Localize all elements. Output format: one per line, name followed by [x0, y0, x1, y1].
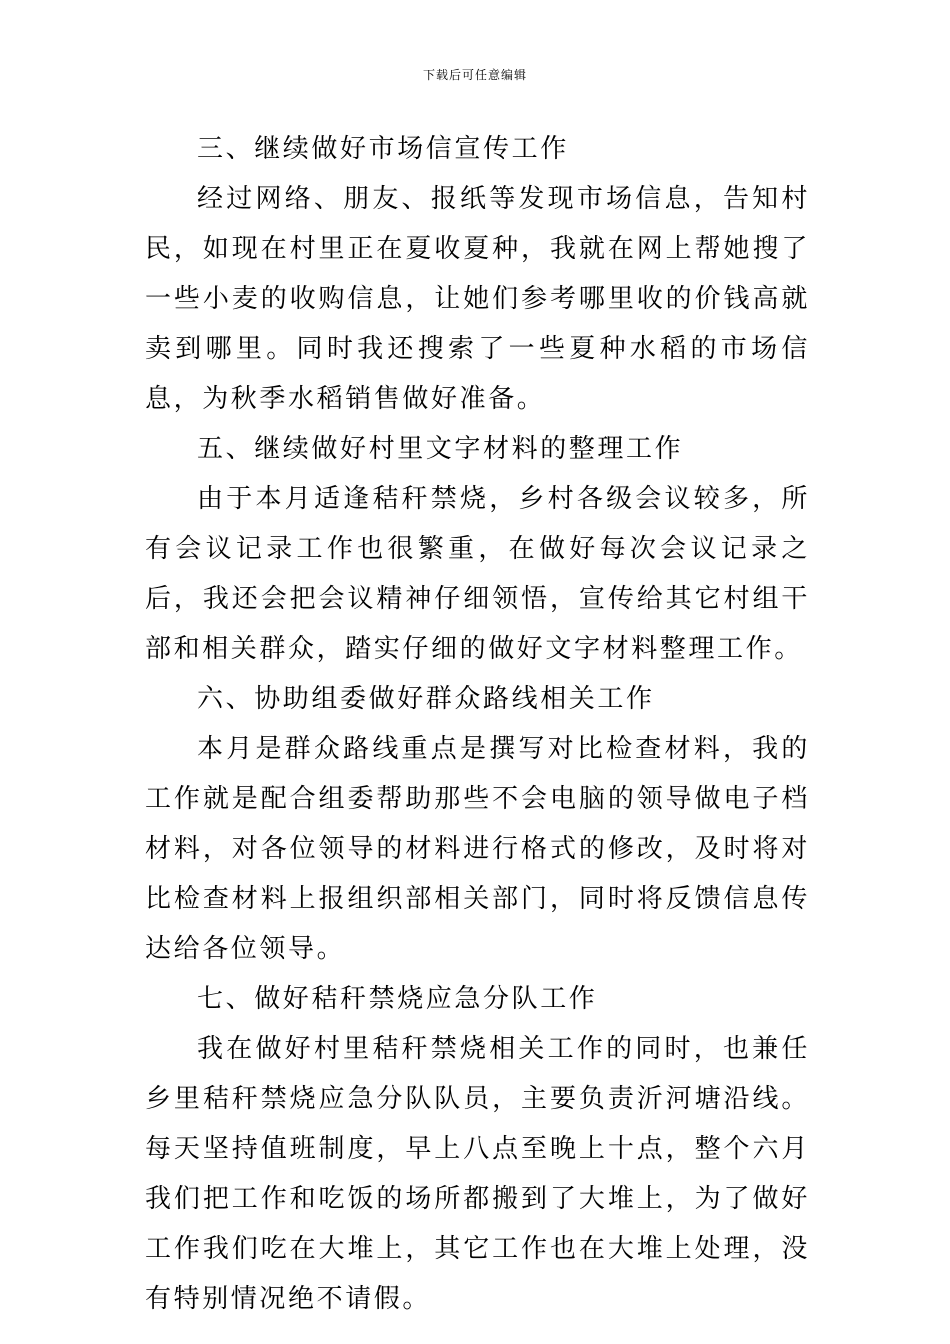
body-paragraph-mass-line: 本月是群众路线重点是撰写对比检查材料，我的工作就是配合组委帮助那些不会电脑的领导做电子档材料，对各位领导的材料进行格式的修改，及时将对比检查材料上报组织部相关部门，同时将反馈信息传达给各位领导。 [145, 734, 810, 964]
body-paragraph-market-info: 经过网络、朋友、报纸等发现市场信息，告知村民，如现在村里正在夏收夏种，我就在网上帮她搜了一些小麦的收购信息，让她们参考哪里收的价钱高就卖到哪里。同时我还搜索了一些夏种水稻的市场信息，为秋季水稻销售做好准备。 [145, 184, 810, 414]
header-note: 下载后可任意编辑 [422, 68, 527, 82]
section-heading-three: 三、继续做好市场信宣传工作 [197, 134, 569, 164]
section-heading-seven: 七、做好秸秆禁烧应急分队工作 [197, 984, 598, 1014]
section-heading-six: 六、协助组委做好群众路线相关工作 [197, 684, 655, 714]
section-heading-five: 五、继续做好村里文字材料的整理工作 [197, 434, 684, 464]
body-paragraph-documents: 由于本月适逢秸秆禁烧，乡村各级会议较多，所有会议记录工作也很繁重，在做好每次会议记录之后，我还会把会议精神仔细领悟，宣传给其它村组干部和相关群众，踏实仔细的做好文字材料整理工作。 [145, 484, 810, 664]
document-body [145, 124, 810, 1324]
body-paragraph-straw-burning: 我在做好村里秸秆禁烧相关工作的同时，也兼任乡里秸秆禁烧应急分队队员，主要负责沂河塘沿线。每天坚持值班制度，早上八点至晚上十点，整个六月我们把工作和吃饭的场所都搬到了大堆上，为了做好工作我们吃在大堆上，其它工作也在大堆上处理，没有特别情况绝不请假。 [145, 1034, 810, 1314]
